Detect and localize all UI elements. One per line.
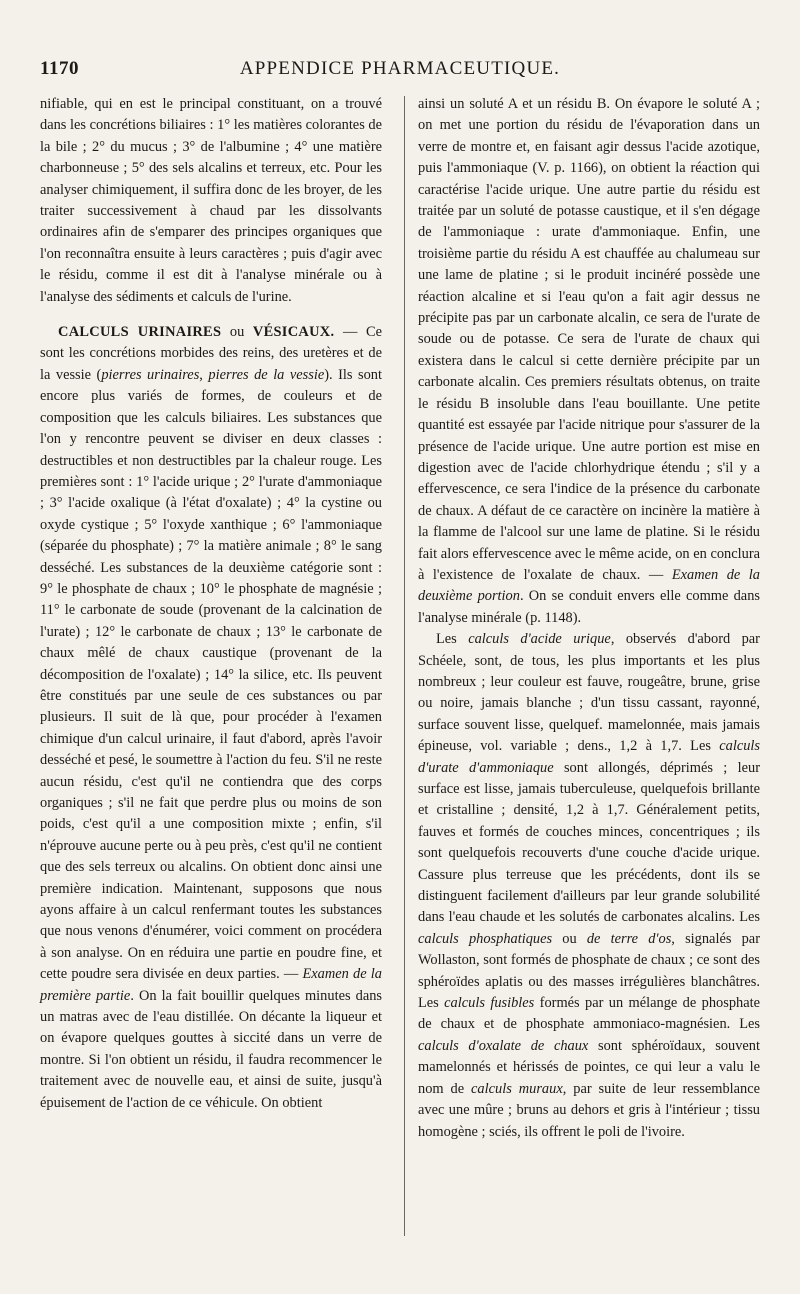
italic-subheading: Examen de la deuxième portion xyxy=(418,566,760,605)
text-run: — Ce sont les concrétions morbides des reins, des uretères et de la vessie ( xyxy=(40,324,382,383)
page-number: 1170 xyxy=(40,58,79,79)
text-run: ou xyxy=(552,930,587,947)
text-run: , xyxy=(199,366,209,383)
running-title: APPENDICE PHARMACEUTIQUE. xyxy=(239,58,561,79)
text-run: , observés d'abord par Schéele, sont, de tous, les plus importants et les plus nombreux ; leur couleur est fauve, rougeâtre, brune, grise ou noire, jamais blanche ; d'un tissu cassant, rayonné, surface souvent lisse, quelquef. mamelonnée, mais jamais épineuse, vol. variable ; dens., 1,2 à 1,7. Les xyxy=(418,631,760,755)
text-run: sont allongés, déprimés ; leur surface est lisse, jamais tuberculeuse, quelquefois brillante et cristalline ; densité, 1,2 à 1,7. Généralement petits, fauves et formés de couches minces, concentriques ; ils sont quelquefois recouverts d'une couche d'acide urique. Cassure plus terreuse que les précédents, dont ils se distinguent facilement d'ailleurs par leur grande solubilité dans l'eau chaude et les solutés de carbonates alcalins. Les xyxy=(418,759,760,926)
text-run: ainsi un soluté A et un résidu B. On évapore le soluté A ; on met une portion du résidu de l'évaporation dans un verre de montre et, en faisant agir dessus l'acide azotique, puis l'ammoniaque (V. p. 1166), on obtient la réaction qui caractérise l'acide urique. Une autre partie du résidu est traitée par un soluté de potasse caustique, et il s'en dégage de l'ammoniaque : urate d'ammoniaque. Enfin, une troisième partie du résidu A est chauffée au chalumeau sur une lame de platine ; si le produit incinéré possède une réaction alcaline et si l'eau qu'on a fait agir dessus ne précipite pas par un carbonate alcalin, ce sera de l'urate de soude ou de potasse. Ce sera de l'urate de chaux qui existera dans le calcul si cette dernière précipite par un carbonate alcalin. Ces premiers résultats obtenus, on traite le résidu B insoluble dans l'eau bouillante. Une petite quantité est essayée par l'acide nitrique pour s'assurer de la présence de l'acide urique. Une autre portion est mise en digestion avec de l'acide chlorhydrique étendu ; s'il y a effervescence, ce sera l'indice de la présence du carbonate de chaux. A défaut de ce caractère on incinère la matière à la flamme de l'alcool sur une lame de platine. Si le résidu fait alors effervescence avec le même acide, on en conclura à l'existence de l'oxalate de chaux. — xyxy=(418,96,760,583)
italic-term: pierres de la vessie xyxy=(208,366,325,383)
italic-term: calculs fusibles xyxy=(444,995,535,1012)
text-run: . On la fait bouillir quelques minutes dans un matras avec de l'eau distillée. On décante la liqueur et on évapore quelques gouttes à siccité dans un verre de montre. Si l'on obtient un résidu, il faudra recommencer le traitement avec de nouvelle eau, et ainsi de suite, jusqu'à épuisement de l'action de ce véhicule. On obtient xyxy=(40,987,382,1111)
text-run: sont sphéroïdaux, souvent mamelonnés et hérissés de pointes, ce qui leur a valu le nom de xyxy=(418,1037,760,1097)
paragraph-calculus-types xyxy=(418,629,760,1143)
italic-subheading: Examen de la première partie xyxy=(40,966,382,1004)
italic-term: calculs d'urate d'ammoniaque xyxy=(418,738,760,776)
paragraph-gap xyxy=(40,308,382,322)
right-column xyxy=(418,94,760,1143)
italic-term: calculs phosphatiques xyxy=(418,930,553,947)
entry-heading-secondary: VÉSICAUX. xyxy=(252,324,335,341)
text-run: ). Ils sont encore plus variés de formes, de couleurs et de composition que les calculs biliaires. Les substances que l'on y rencontre peuvent se diviser en deux classes : destructibles et non destructibles par la chaleur rouge. Les premières sont : 1° l'acide urique ; 2° l'urate d'ammoniaque ; 3° l'acide oxalique (à l'état d'oxalate) ; 4° la cystine ou oxyde cystique ; 5° l'oxyde xanthique ; 6° l'ammoniaque (séparée du phosphate) ; 7° la matière animale ; 8° le sang desséché. Les substances de la deuxième catégorie sont : 9° le phosphate de chaux ; 10° le phosphate de magnésie ; 11° le carbonate de soude (provenant de la calcination de l'urate) ; 12° le carbonate de chaux ; 13° le carbonate de chaux mêlé de chaux caustique (provenant de la décomposition de l'oxalate) ; 14° la silice, etc. Ils peuvent être constitués par une seule de ces substances ou par plusieurs. Il suit de là que, pour procéder à l'examen chimique d'un calcul urinaire, il faut d'abord, après l'avoir desséché et pesé, le soumettre à l'action du feu. S'il ne reste aucun résidu, c'est qu'il ne contiendra que des corps organiques ; s'il ne fait que perdre plus ou moins de son poids, c'est qu'il a une composition mixte ; enfin, s'il n'éprouve aucune perte ou à peu près, c'est qu'il ne contient que des sels terreux ou alcalins. On obtient donc ainsi une première indication. Maintenant, supposons que nous ayons affaire à un calcul renfermant toutes les substances que nous venons d'énumérer, voici comment on procédera à son analyse. On en réduira une partie en poudre fine, et cette poudre sera divisée en deux parties. — xyxy=(40,366,382,983)
text-run: . On se conduit envers elle comme dans l'analyse minérale (p. 1148). xyxy=(418,588,760,626)
text-run: Les xyxy=(436,631,469,648)
italic-term: pierres urinaires xyxy=(101,366,200,383)
italic-term: calculs muraux xyxy=(471,1080,563,1097)
column-divider xyxy=(404,96,405,1236)
text-run: formés par un mélange de phosphate de chaux et de phosphate ammoniaco-magnésien. Les xyxy=(418,995,760,1033)
page-header xyxy=(40,58,760,84)
text-run: , par suite de leur ressemblance avec une mûre ; bruns au dehors et gris à l'intérieur ; tissu homogène ; sciés, ils offrent le poli de l'ivoire. xyxy=(418,1080,761,1140)
left-column xyxy=(40,94,382,1114)
paragraph-calculs-urinaires xyxy=(40,322,382,1114)
entry-heading: CALCULS URINAIRES xyxy=(58,324,222,341)
italic-term: calculs d'acide urique xyxy=(468,631,611,648)
heading-connector: ou xyxy=(221,324,253,341)
paragraph-biliary-continuation: nifiable, qui en est le principal constituant, on a trouvé dans les concrétions biliaires : 1° les matières colorantes de la bile ; 2° du mucus ; 3° de l'albumine ; 4° une matière charbonneuse ; 5° des sels alcalins et terreux, etc. Pour les analyser chimiquement, il suffira donc de les broyer, de les traiter successivement à chaud par les dissolvants ordinaires afin de s'emparer des principes organiques que l'on reconnaîtra ensuite à leurs caractères ; puis d'agir avec le résidu, comme il est dit à l'analyse minérale ou à l'analyse des sédiments et calculs de l'urine. xyxy=(40,96,382,305)
paragraph-analysis-continuation xyxy=(418,94,760,629)
italic-term: de terre d'os xyxy=(586,930,672,947)
text-run: , signalés par Wollaston, sont formés de phosphate de chaux ; ce sont des sphéroïdes aplatis ou des masses irrégulières blanchâtres. Les xyxy=(418,930,760,1012)
italic-term: calculs d'oxalate de chaux xyxy=(418,1037,589,1054)
